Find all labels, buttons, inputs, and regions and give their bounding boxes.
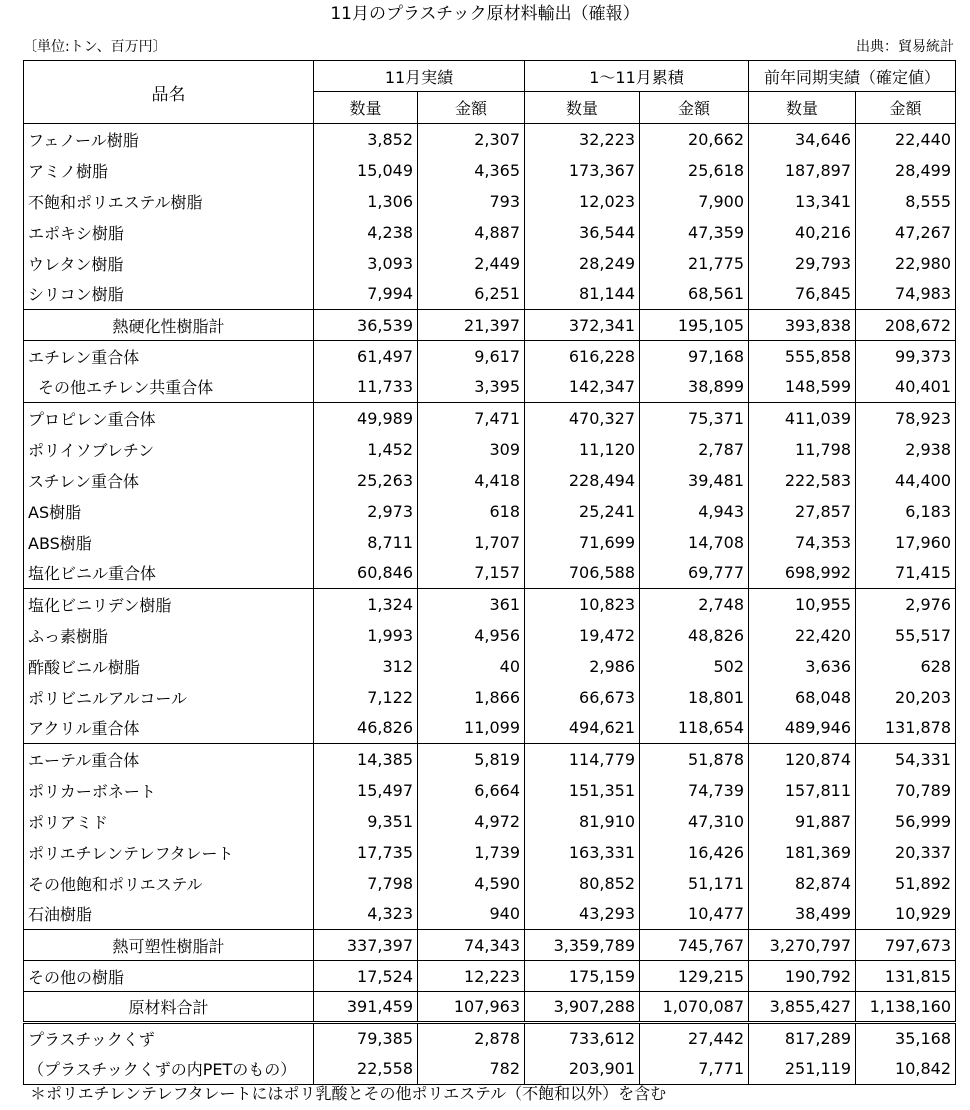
row-value: 181,369 xyxy=(749,837,856,868)
row-value: 502 xyxy=(640,651,749,682)
row-name: フェノール樹脂 xyxy=(24,124,314,155)
row-value: 22,420 xyxy=(749,620,856,651)
row-value: 74,343 xyxy=(418,930,525,961)
row-value: 14,385 xyxy=(314,744,418,775)
row-value: 745,767 xyxy=(640,930,749,961)
table-row xyxy=(24,837,956,868)
row-name: ABS樹脂 xyxy=(24,527,314,558)
row-value: 12,223 xyxy=(418,961,525,992)
table-row xyxy=(24,310,956,341)
row-value: 3,855,427 xyxy=(749,992,856,1023)
row-value: 81,910 xyxy=(525,806,640,837)
row-value: 15,497 xyxy=(314,775,418,806)
row-name: 原材料合計 xyxy=(24,992,314,1023)
row-value: 7,900 xyxy=(640,186,749,217)
row-value: 34,646 xyxy=(749,124,856,155)
row-value: 6,664 xyxy=(418,775,525,806)
row-value: 4,887 xyxy=(418,217,525,248)
row-value: 75,371 xyxy=(640,403,749,434)
row-value: 173,367 xyxy=(525,155,640,186)
header-qty: 数量 xyxy=(525,92,640,124)
row-value: 793 xyxy=(418,186,525,217)
row-value: 157,811 xyxy=(749,775,856,806)
row-value: 361 xyxy=(418,589,525,620)
row-name: その他飽和ポリエステル xyxy=(24,868,314,899)
row-value: 40,216 xyxy=(749,217,856,248)
table-row xyxy=(24,651,956,682)
row-value: 7,771 xyxy=(640,1054,749,1085)
table-row xyxy=(24,372,956,403)
table-row xyxy=(24,899,956,930)
row-value: 2,973 xyxy=(314,496,418,527)
row-value: 66,673 xyxy=(525,682,640,713)
page-title: 11月のプラスチック原材料輸出（確報） xyxy=(330,4,640,24)
unit-label: 〔単位:トン、百万円〕 xyxy=(23,39,167,55)
header-amount: 金額 xyxy=(418,92,525,124)
row-value: 22,558 xyxy=(314,1054,418,1085)
row-value: 28,499 xyxy=(895,160,952,180)
row-value: 7,798 xyxy=(314,868,418,899)
table-row xyxy=(24,124,956,155)
row-value: 2,307 xyxy=(418,124,525,155)
row-name: ウレタン樹脂 xyxy=(24,248,314,279)
row-value: 494,621 xyxy=(525,713,640,744)
row-value: 2,787 xyxy=(640,434,749,465)
row-value: 28,249 xyxy=(525,248,640,279)
row-value: 616,228 xyxy=(525,341,640,372)
row-value: 7,471 xyxy=(418,403,525,434)
row-value: 372,341 xyxy=(525,310,640,341)
table-row xyxy=(24,589,956,620)
row-value: 1,306 xyxy=(314,186,418,217)
header-amount: 金額 xyxy=(640,92,749,124)
row-value: 46,826 xyxy=(314,713,418,744)
row-value: 1,866 xyxy=(418,682,525,713)
row-value: 151,351 xyxy=(525,775,640,806)
row-name: （プラスチックくずの内PETのもの） xyxy=(24,1054,314,1085)
row-value: 80,852 xyxy=(525,868,640,899)
row-value: 312 xyxy=(314,651,418,682)
footnote: ＊ポリエチレンテレフタレートにはポリ乳酸とその他ポリエステル（不飽和以外）を含む xyxy=(30,1084,667,1103)
row-value: 107,963 xyxy=(418,992,525,1023)
row-name: 塩化ビニル重合体 xyxy=(24,558,314,589)
row-value: 7,994 xyxy=(314,279,418,310)
row-value: 55,517 xyxy=(895,625,952,645)
row-value: 6,251 xyxy=(418,279,525,310)
row-value: 17,960 xyxy=(895,532,952,552)
row-value: 470,327 xyxy=(525,403,640,434)
table-row xyxy=(24,713,956,744)
row-value: 208,672 xyxy=(856,310,956,341)
row-value: 11,733 xyxy=(314,372,418,403)
row-value: 25,618 xyxy=(640,155,749,186)
row-value: 19,472 xyxy=(525,620,640,651)
row-value: 4,956 xyxy=(418,620,525,651)
row-value: 25,263 xyxy=(314,465,418,496)
row-value: 1,452 xyxy=(314,434,418,465)
row-value: 40 xyxy=(418,651,525,682)
row-value: 29,793 xyxy=(749,248,856,279)
row-value: 17,735 xyxy=(314,837,418,868)
row-value: 47,267 xyxy=(895,222,952,242)
row-value: 61,497 xyxy=(314,341,418,372)
row-value: 49,989 xyxy=(314,403,418,434)
table-body xyxy=(24,124,956,1085)
table-row xyxy=(24,868,956,899)
row-value: 555,858 xyxy=(749,341,856,372)
row-value: 618 xyxy=(418,496,525,527)
row-value: 47,310 xyxy=(640,806,749,837)
row-value: 10,929 xyxy=(895,904,952,924)
row-value: 56,999 xyxy=(895,811,952,831)
row-value: 74,353 xyxy=(749,527,856,558)
row-value: 142,347 xyxy=(525,372,640,403)
row-value: 27,857 xyxy=(749,496,856,527)
row-value: 60,846 xyxy=(314,558,418,589)
row-value: 251,119 xyxy=(749,1054,856,1085)
table-row xyxy=(24,1023,956,1054)
row-value: 79,385 xyxy=(314,1023,418,1054)
row-value: 74,983 xyxy=(895,284,952,304)
row-value: 13,341 xyxy=(749,186,856,217)
row-value: 78,923 xyxy=(856,403,956,434)
row-value: 1,138,160 xyxy=(856,992,956,1023)
row-name: 酢酸ビニル樹脂 xyxy=(24,651,314,682)
row-value: 97,168 xyxy=(640,341,749,372)
row-value: 698,992 xyxy=(749,558,856,589)
row-value: 203,901 xyxy=(525,1054,640,1085)
row-value: 4,365 xyxy=(418,155,525,186)
table-row xyxy=(24,527,956,558)
source-label: 出典：貿易統計 xyxy=(856,39,954,55)
row-name: アミノ樹脂 xyxy=(24,155,314,186)
row-name: ポリアミド xyxy=(24,806,314,837)
row-value: 337,397 xyxy=(314,930,418,961)
row-name: 不飽和ポリエステル樹脂 xyxy=(24,186,314,217)
row-value: 70,789 xyxy=(895,780,952,800)
row-value: 69,777 xyxy=(640,558,749,589)
table-row xyxy=(24,744,956,775)
row-value: 22,980 xyxy=(895,253,952,273)
row-value: 21,397 xyxy=(418,310,525,341)
row-name: エチレン重合体 xyxy=(24,341,314,372)
row-name: AS樹脂 xyxy=(24,496,314,527)
row-value: 71,699 xyxy=(525,527,640,558)
row-value: 4,323 xyxy=(314,899,418,930)
row-value: 47,359 xyxy=(640,217,749,248)
row-value: 68,561 xyxy=(640,279,749,310)
export-table xyxy=(23,60,956,1085)
row-value: 3,852 xyxy=(314,124,418,155)
row-value: 2,938 xyxy=(905,439,952,459)
table-row xyxy=(24,961,956,992)
row-value: 309 xyxy=(418,434,525,465)
table-row xyxy=(24,341,956,372)
row-value: 10,955 xyxy=(749,589,856,620)
row-value: 393,838 xyxy=(749,310,856,341)
row-value: 175,159 xyxy=(525,961,640,992)
row-value: 38,499 xyxy=(749,899,856,930)
row-value: 391,459 xyxy=(314,992,418,1023)
row-value: 4,238 xyxy=(314,217,418,248)
row-value: 12,023 xyxy=(525,186,640,217)
row-value: 35,168 xyxy=(856,1023,956,1054)
table-row xyxy=(24,992,956,1023)
table-row xyxy=(24,403,956,434)
row-value: 10,842 xyxy=(895,1059,952,1079)
row-name: エーテル重合体 xyxy=(24,744,314,775)
table-row xyxy=(24,279,956,310)
row-name: 塩化ビニリデン樹脂 xyxy=(24,589,314,620)
row-value: 9,617 xyxy=(418,341,525,372)
row-name: アクリル重合体 xyxy=(24,713,314,744)
row-value: 71,415 xyxy=(895,563,952,583)
row-value: 20,203 xyxy=(895,687,952,707)
row-value: 195,105 xyxy=(640,310,749,341)
table-row xyxy=(24,248,956,279)
row-value: 43,293 xyxy=(525,899,640,930)
row-value: 51,878 xyxy=(640,744,749,775)
row-value: 2,976 xyxy=(856,589,956,620)
row-value: 48,826 xyxy=(640,620,749,651)
table-row xyxy=(24,434,956,465)
row-value: 118,654 xyxy=(640,713,749,744)
row-value: 74,739 xyxy=(640,775,749,806)
row-value: 4,943 xyxy=(640,496,749,527)
row-name: ポリカーボネート xyxy=(24,775,314,806)
row-value: 3,907,288 xyxy=(525,992,640,1023)
row-value: 7,157 xyxy=(418,558,525,589)
row-value: 1,993 xyxy=(314,620,418,651)
row-value: 9,351 xyxy=(314,806,418,837)
row-value: 2,748 xyxy=(640,589,749,620)
row-value: 16,426 xyxy=(640,837,749,868)
row-value: 129,215 xyxy=(640,961,749,992)
row-value: 99,373 xyxy=(856,341,956,372)
row-value: 411,039 xyxy=(749,403,856,434)
row-value: 11,120 xyxy=(525,434,640,465)
row-name: 熱可塑性樹脂計 xyxy=(24,930,314,961)
row-name: その他の樹脂 xyxy=(24,961,314,992)
row-value: 797,673 xyxy=(856,930,956,961)
row-name: シリコン樹脂 xyxy=(24,279,314,310)
row-value: 32,223 xyxy=(525,124,640,155)
header-qty: 数量 xyxy=(749,92,856,124)
table-row xyxy=(24,465,956,496)
row-name: ポリイソブレチン xyxy=(24,434,314,465)
row-value: 3,093 xyxy=(314,248,418,279)
row-name: 石油樹脂 xyxy=(24,899,314,930)
row-value: 187,897 xyxy=(749,155,856,186)
header-group-previous-year: 前年同期実績（確定値） xyxy=(749,61,956,92)
table-row xyxy=(24,930,956,961)
row-value: 27,442 xyxy=(640,1023,749,1054)
row-value: 628 xyxy=(920,656,952,676)
row-value: 82,874 xyxy=(749,868,856,899)
row-value: 4,972 xyxy=(418,806,525,837)
row-name: エポキシ樹脂 xyxy=(24,217,314,248)
row-name: ふっ素樹脂 xyxy=(24,620,314,651)
row-value: 4,590 xyxy=(418,868,525,899)
row-name: その他エチレン共重合体 xyxy=(24,372,314,403)
row-value: 3,359,789 xyxy=(525,930,640,961)
row-value: 120,874 xyxy=(749,744,856,775)
header-group-cumulative: 1～11月累積 xyxy=(525,61,749,92)
table-row xyxy=(24,620,956,651)
table-row xyxy=(24,186,956,217)
row-value: 38,899 xyxy=(640,372,749,403)
row-value: 51,171 xyxy=(640,868,749,899)
table-row xyxy=(24,217,956,248)
row-value: 51,892 xyxy=(895,873,952,893)
row-value: 11,798 xyxy=(749,434,856,465)
row-value: 1,324 xyxy=(314,589,418,620)
row-value: 3,636 xyxy=(749,651,856,682)
row-value: 114,779 xyxy=(525,744,640,775)
row-value: 8,711 xyxy=(314,527,418,558)
table-row xyxy=(24,806,956,837)
row-value: 10,477 xyxy=(640,899,749,930)
row-value: 1,707 xyxy=(418,527,525,558)
row-value: 22,440 xyxy=(895,129,952,149)
header-qty: 数量 xyxy=(314,92,418,124)
row-value: 68,048 xyxy=(749,682,856,713)
row-value: 36,539 xyxy=(314,310,418,341)
row-value: 7,122 xyxy=(314,682,418,713)
row-value: 81,144 xyxy=(525,279,640,310)
row-value: 1,739 xyxy=(418,837,525,868)
table-row xyxy=(24,682,956,713)
row-value: 44,400 xyxy=(895,470,952,490)
row-value: 148,599 xyxy=(749,372,856,403)
table-row xyxy=(24,155,956,186)
row-name: プロピレン重合体 xyxy=(24,403,314,434)
table-row xyxy=(24,1054,956,1085)
row-value: 489,946 xyxy=(749,713,856,744)
row-value: 76,845 xyxy=(749,279,856,310)
row-name: ポリエチレンテレフタレート xyxy=(24,837,314,868)
row-value: 21,775 xyxy=(640,248,749,279)
row-value: 14,708 xyxy=(640,527,749,558)
row-value: 782 xyxy=(418,1054,525,1085)
row-value: 40,401 xyxy=(895,377,952,397)
header-group-month: 11月実績 xyxy=(314,61,525,92)
row-value: 39,481 xyxy=(640,465,749,496)
row-value: 3,395 xyxy=(418,372,525,403)
row-value: 25,241 xyxy=(525,496,640,527)
row-value: 20,662 xyxy=(640,124,749,155)
row-value: 2,878 xyxy=(418,1023,525,1054)
table-row xyxy=(24,496,956,527)
row-value: 228,494 xyxy=(525,465,640,496)
row-value: 733,612 xyxy=(525,1023,640,1054)
row-value: 163,331 xyxy=(525,837,640,868)
row-value: 11,099 xyxy=(418,713,525,744)
row-value: 2,986 xyxy=(525,651,640,682)
row-name: スチレン重合体 xyxy=(24,465,314,496)
row-value: 5,819 xyxy=(418,744,525,775)
row-value: 17,524 xyxy=(314,961,418,992)
row-value: 706,588 xyxy=(525,558,640,589)
table-row xyxy=(24,558,956,589)
header-amount: 金額 xyxy=(856,92,956,124)
row-value: 36,544 xyxy=(525,217,640,248)
row-value: 15,049 xyxy=(314,155,418,186)
row-value: 91,887 xyxy=(749,806,856,837)
row-value: 54,331 xyxy=(856,744,956,775)
row-value: 3,270,797 xyxy=(749,930,856,961)
row-value: 10,823 xyxy=(525,589,640,620)
row-value: 2,449 xyxy=(418,248,525,279)
row-value: 18,801 xyxy=(640,682,749,713)
row-value: 940 xyxy=(418,899,525,930)
row-value: 131,815 xyxy=(856,961,956,992)
row-value: 817,289 xyxy=(749,1023,856,1054)
row-value: 190,792 xyxy=(749,961,856,992)
row-value: 4,418 xyxy=(418,465,525,496)
row-value: 20,337 xyxy=(895,842,952,862)
row-value: 6,183 xyxy=(905,501,952,521)
row-value: 1,070,087 xyxy=(640,992,749,1023)
row-value: 8,555 xyxy=(905,191,952,211)
row-value: 222,583 xyxy=(749,465,856,496)
row-value: 131,878 xyxy=(884,718,952,738)
table-row xyxy=(24,775,956,806)
row-name: プラスチックくず xyxy=(24,1023,314,1054)
row-name: 熱硬化性樹脂計 xyxy=(24,310,314,341)
header-name: 品名 xyxy=(24,61,314,124)
row-name: ポリビニルアルコール xyxy=(24,682,314,713)
